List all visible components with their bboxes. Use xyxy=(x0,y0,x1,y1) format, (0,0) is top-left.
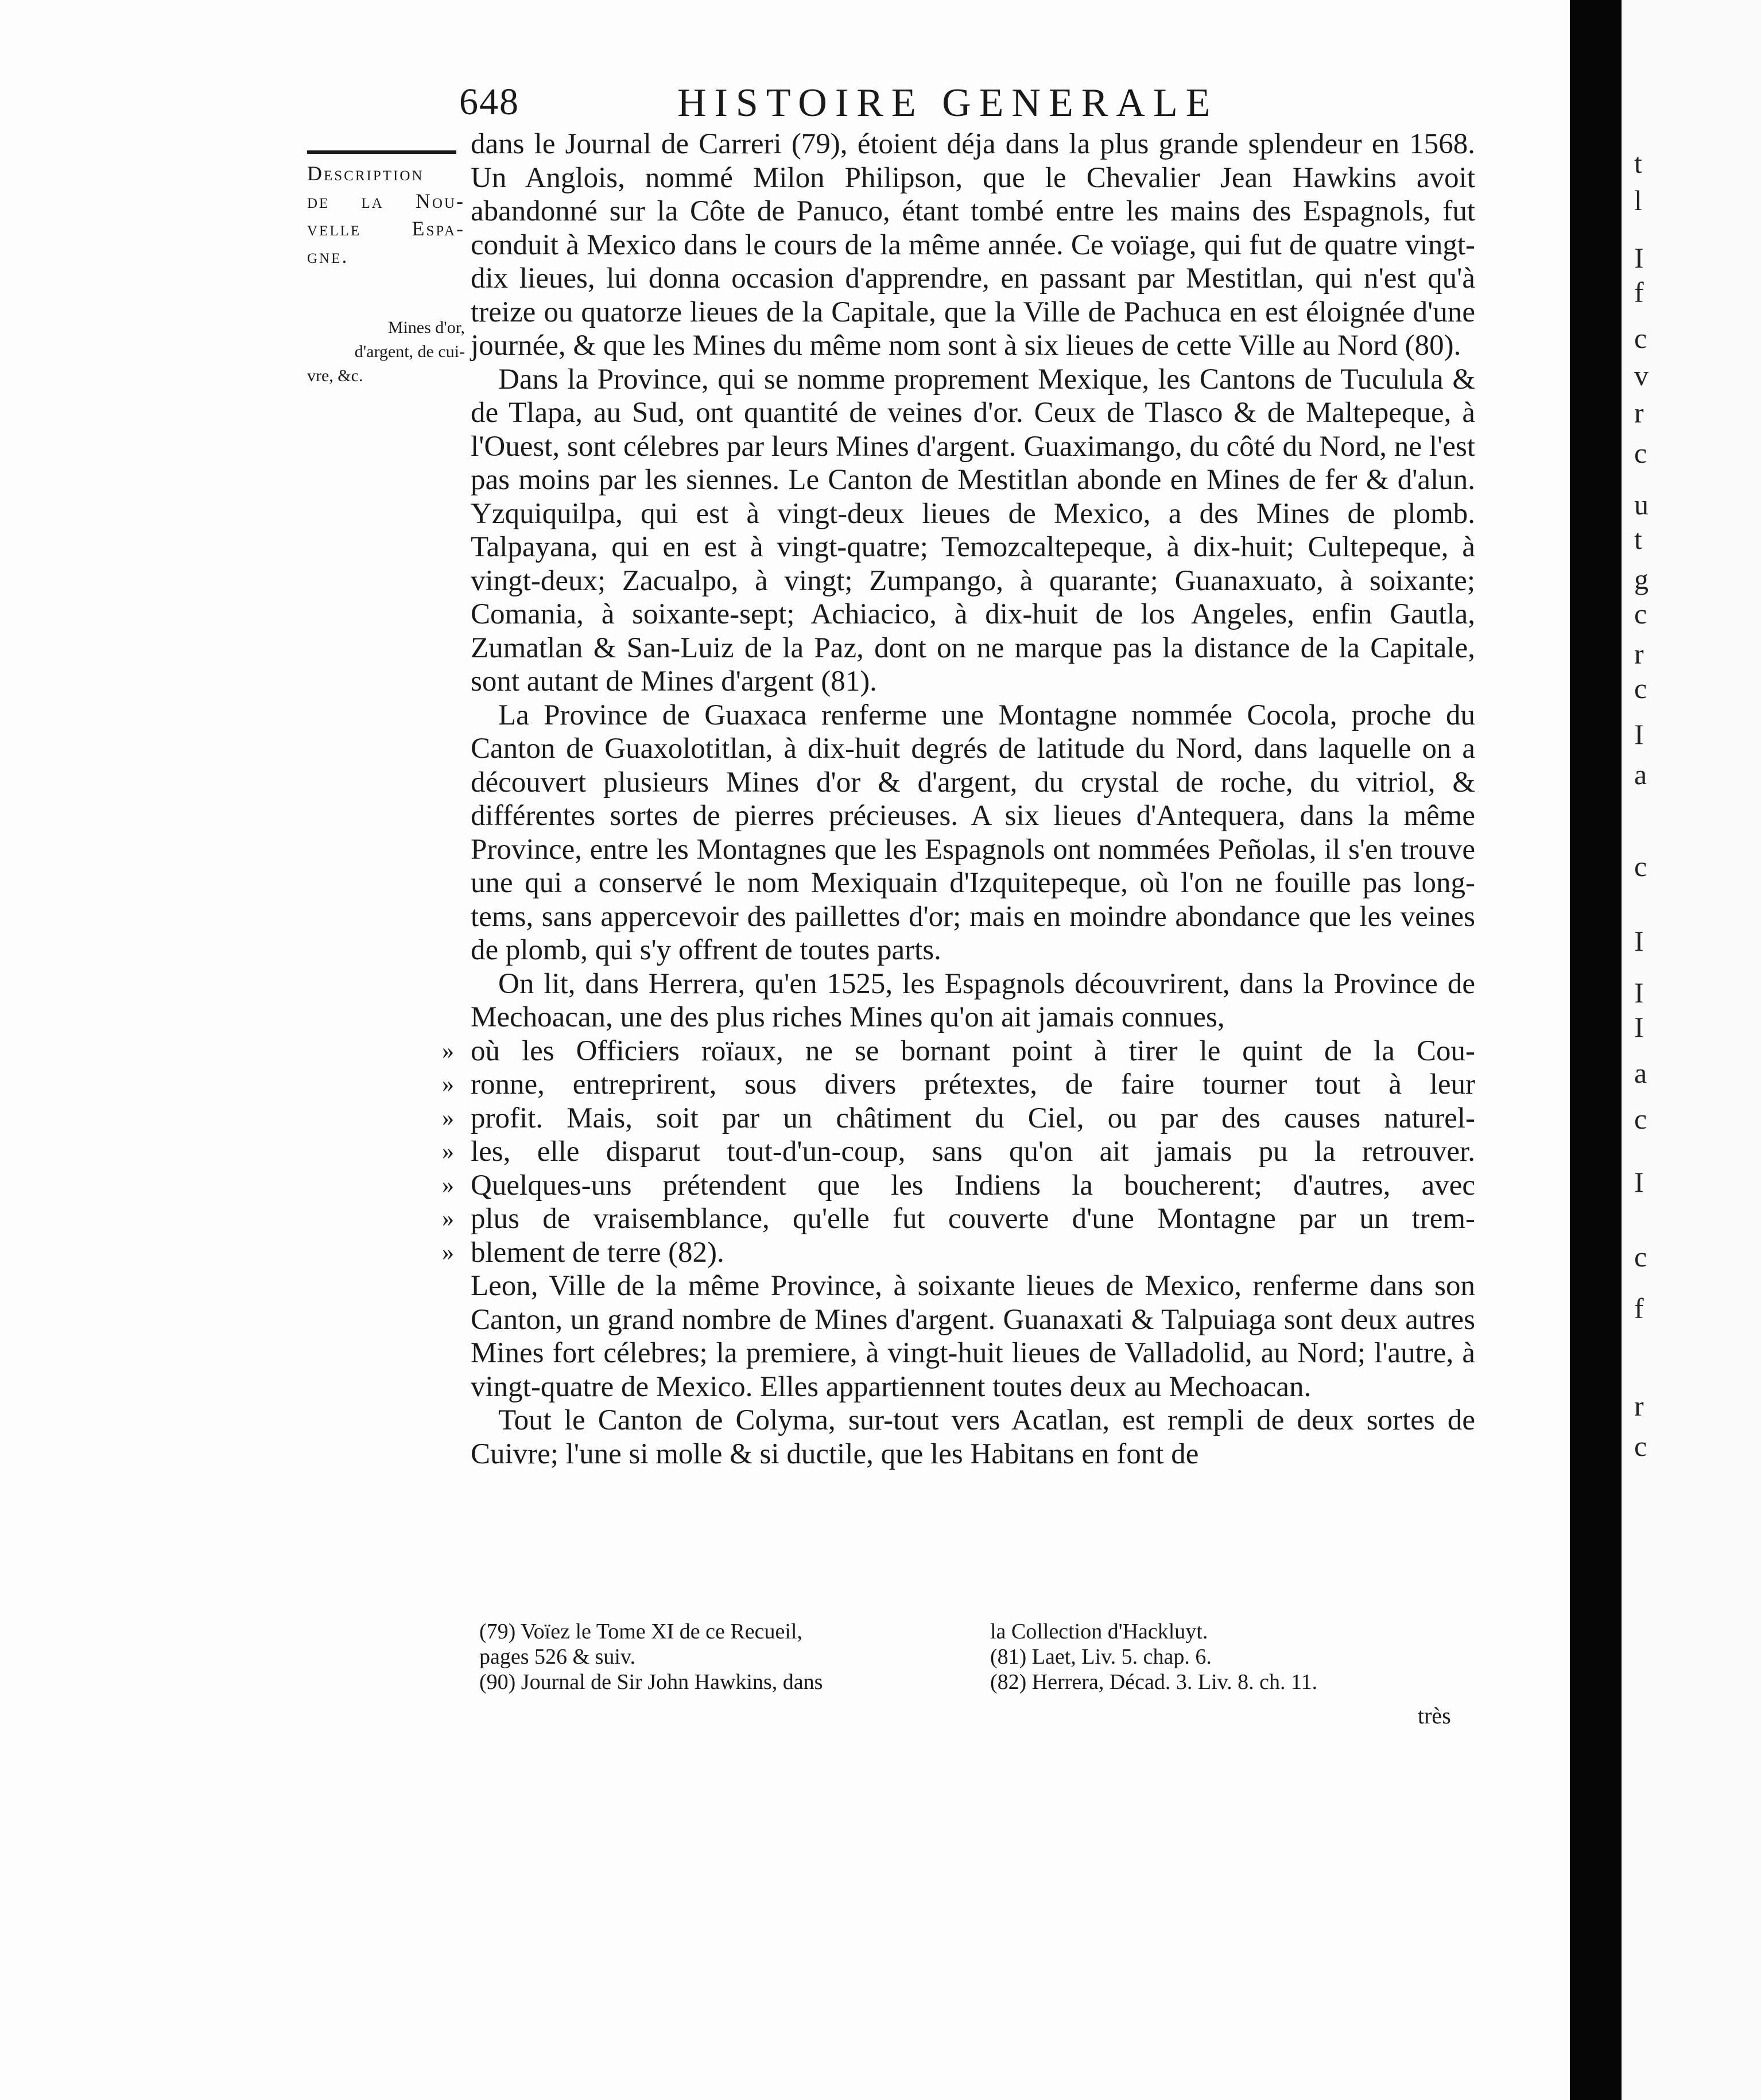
sidenote-sub-line: d'argent, de cui- xyxy=(354,342,465,361)
footnote-line: (79) Voïez le Tome XI de ce Recueil, xyxy=(479,1619,802,1644)
sidenote-title-line: Description xyxy=(307,162,424,185)
footnote-line: la Collection d'Hackluyt. xyxy=(990,1619,1208,1644)
quote-text: plus de vraisemblance, qu'elle fut couverte d'une Montagne par un trem- xyxy=(471,1203,1475,1235)
quote-line xyxy=(442,1068,1475,1102)
quote-line xyxy=(442,1169,1475,1203)
margin-rule xyxy=(307,150,456,154)
page-gutter xyxy=(1570,0,1622,2100)
facing-page-letter: I xyxy=(1634,1011,1644,1043)
quote-text: les, elle disparut tout-d'un-coup, sans qu'on ait jamais pu la retrouver. xyxy=(471,1136,1475,1168)
facing-page-edge xyxy=(1622,0,1761,2100)
facing-page-letter: r xyxy=(1634,1390,1644,1422)
quote-line xyxy=(442,1236,1475,1270)
paragraph: Dans la Province, qui se nomme proprement Mexique, les Cantons de Tuculula & de Tlapa, au Sud, ont quantité de veines d'or. Ceux de Tlasco & de Maltepeque, à l'Ouest, sont célebres par leurs Mines d'argent. Guaximango, du côté du Nord, ne l'est pas moins par les siennes. Le Canton de Mestitlan abonde en Mines de fer & d'alun. Yzquiquilpa, qui est à vingt-deux lieues de Mexico, a des Mines de plomb. Talpayana, qui en est à vingt-quatre; Temozcaltepeque, à dix-huit; Cultepeque, à vingt-deux; Zacualpo, à vingt; Zumpango, à quarante; Guanaxuato, à soixante; Comania, à soixante-sept; Achiacico, à dix-huit de los Angeles, enfin Gautla, Zumatlan & San-Luiz de la Paz, dont on ne marque pas la distance de la Capitale, sont autant de Mines d'argent (81). xyxy=(471,363,1475,698)
quote-text: profit. Mais, soit par un châtiment du Ciel, ou par des causes naturel- xyxy=(471,1102,1475,1134)
quote-text: où les Officiers roïaux, ne se bornant point à tirer le quint de la Cou- xyxy=(471,1034,1475,1067)
facing-page-letter: a xyxy=(1634,1057,1647,1089)
quote-mark: » xyxy=(442,1206,454,1232)
footnote-line: (82) Herrera, Décad. 3. Liv. 8. ch. 11. xyxy=(990,1670,1318,1694)
facing-page-letter: v xyxy=(1634,359,1648,392)
quote-mark: » xyxy=(442,1071,454,1098)
quote-mark: » xyxy=(442,1172,454,1199)
facing-page-letter: a xyxy=(1634,758,1647,791)
quote-line xyxy=(442,1034,1475,1068)
sidenote-title xyxy=(307,160,465,270)
sidenote-sub-line: Mines d'or, xyxy=(387,318,465,337)
facing-page-letter: I xyxy=(1634,242,1644,274)
facing-page-letter: u xyxy=(1634,489,1648,521)
footnote-line: (90) Journal de Sir John Hawkins, dans xyxy=(479,1670,823,1694)
quotation xyxy=(442,1034,1475,1270)
facing-page-letter: t xyxy=(1634,147,1642,179)
facing-page-letter: f xyxy=(1634,1292,1644,1324)
facing-page-letter: c xyxy=(1634,598,1647,630)
quote-line xyxy=(442,1202,1475,1236)
sidenote-subject xyxy=(307,316,465,388)
facing-page-letter: r xyxy=(1634,638,1644,670)
footnote-line: (81) Laet, Liv. 5. chap. 6. xyxy=(990,1645,1212,1669)
footnotes-left-column xyxy=(479,1619,967,1695)
paragraph: Tout le Canton de Colyma, sur-tout vers Acatlan, est rempli de deux sortes de Cuivre; l'une si molle & si ductile, que les Habitans en font de xyxy=(471,1404,1475,1470)
page-number: 648 xyxy=(459,81,519,123)
facing-page-letter: I xyxy=(1634,1166,1644,1198)
facing-page-letter: f xyxy=(1634,276,1644,308)
sidenote-title-line: de la Nou- xyxy=(307,189,465,212)
facing-page-letter: c xyxy=(1634,850,1647,882)
quote-mark: » xyxy=(442,1105,454,1132)
paragraph: dans le Journal de Carreri (79), étoient déja dans la plus grande splendeur en 1568. Un Anglois, nommé Milon Philipson, que le Chevalier Jean Hawkins avoit abandonné sur la Côte de Panuco, étant tombé entre les mains des Espagnols, fut conduit à Mexico dans le cours de la même année. Ce voïage, qui fut de quatre vingt-dix lieues, lui donna occasion d'apprendre, en passant par Mestitlan, qui n'est qu'à treize ou quatorze lieues de la Capitale, que la Ville de Pachuca en est éloignée d'une journée, & que les Mines du même nom sont à six lieues de cette Ville au Nord (80). xyxy=(471,128,1475,362)
facing-page-letter: c xyxy=(1634,322,1647,354)
quote-mark: » xyxy=(442,1037,454,1064)
quote-mark: » xyxy=(442,1138,454,1165)
facing-page-letter: r xyxy=(1634,397,1644,429)
main-text xyxy=(442,127,1475,1471)
page-header xyxy=(459,80,1475,132)
quote-line xyxy=(442,1135,1475,1169)
facing-page-letter: l xyxy=(1634,184,1642,216)
sidenote-sub-line: vre, &c. xyxy=(307,366,363,385)
quote-mark: » xyxy=(442,1239,454,1266)
facing-page-letter: c xyxy=(1634,672,1647,704)
sidenote-title-line: gne. xyxy=(307,245,349,268)
footnotes-right-column xyxy=(990,1619,1478,1695)
facing-page-letter: t xyxy=(1634,523,1642,555)
quote-text: ronne, entreprirent, sous divers prétextes, de faire tourner tout à leur xyxy=(471,1068,1475,1101)
sidenote-title-line: velle Espa- xyxy=(307,217,465,240)
facing-page-letter: I xyxy=(1634,925,1644,957)
facing-page-letter: c xyxy=(1634,437,1647,469)
running-title: HISTOIRE GENERALE xyxy=(677,81,1219,125)
catchword: très xyxy=(1418,1703,1451,1729)
facing-page-letter: c xyxy=(1634,1103,1647,1135)
facing-page-letter: I xyxy=(1634,977,1644,1009)
quote-text: Quelques-uns prétendent que les Indiens la boucherent; d'autres, avec xyxy=(471,1169,1475,1202)
paragraph: La Province de Guaxaca renferme une Montagne nommée Cocola, proche du Canton de Guaxolotitlan, à dix-huit degrés de latitude du Nord, dans laquelle on a découvert plusieurs Mines d'or & d'argent, du crystal de roche, du vitriol, & différentes sortes de pierres précieuses. A six lieues d'Antequera, dans la même Province, entre les Montagnes que les Espagnols ont nommées Peñolas, il s'en trouve une qui a conservé le nom Mexiquain d'Izquitepeque, où l'on ne fouille pas long-tems, sans appercevoir des paillettes d'or; mais en moindre abondance que les veines de plomb, qui s'y offrent de toutes parts. xyxy=(471,699,1475,966)
quote-line xyxy=(442,1102,1475,1136)
facing-page-letter: c xyxy=(1634,1241,1647,1273)
facing-page-letter: c xyxy=(1634,1430,1647,1462)
paragraph: On lit, dans Herrera, qu'en 1525, les Espagnols découvrirent, dans la Province de Mechoacan, une des plus riches Mines qu'on ait jamais connues, xyxy=(471,967,1475,1033)
quote-text: blement de terre (82). xyxy=(471,1236,724,1269)
footnote-line: pages 526 & suiv. xyxy=(479,1645,635,1669)
facing-page-letter: g xyxy=(1634,563,1648,595)
facing-page-letter: I xyxy=(1634,718,1644,750)
paragraph: Leon, Ville de la même Province, à soixante lieues de Mexico, renferme dans son Canton, un grand nombre de Mines d'argent. Guanaxati & Talpuiaga sont deux autres Mines fort célebres; la premiere, à vingt-huit lieues de Valladolid, au Nord; l'autre, à vingt-quatre de Mexico. Elles appartiennent toutes deux au Mechoacan. xyxy=(471,1270,1475,1403)
